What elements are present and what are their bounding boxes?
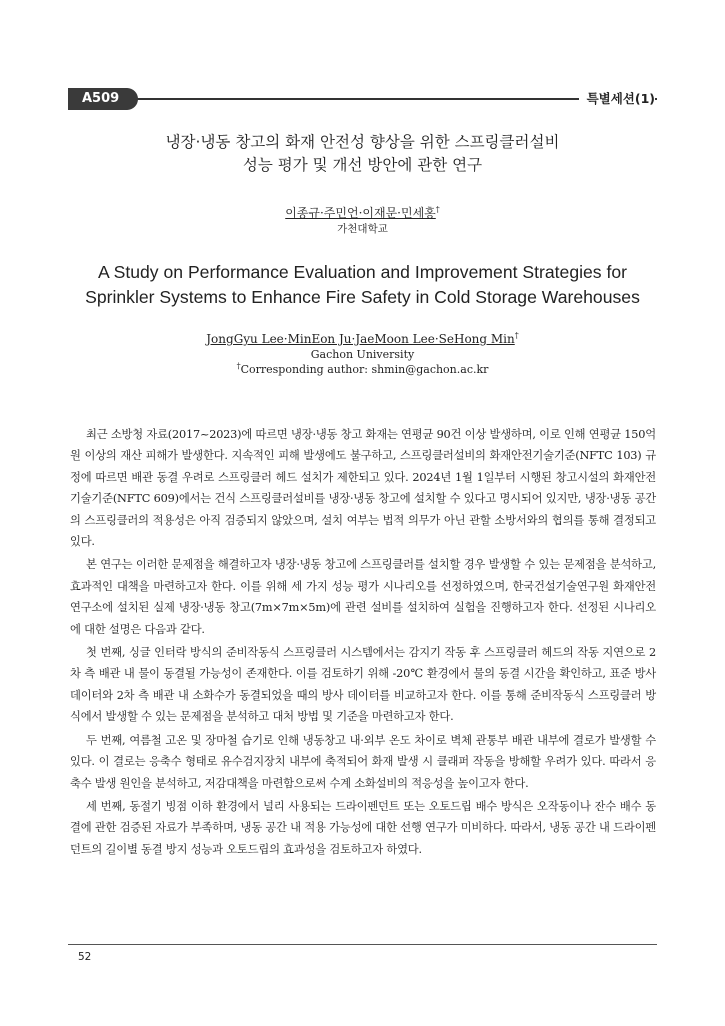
english-title-line-2: Sprinkler Systems to Enhance Fire Safety in Cold Storage Warehouses — [85, 287, 640, 307]
abstract-body — [70, 424, 656, 862]
korean-title-line-2: 성능 평가 및 개선 방안에 관한 연구 — [242, 156, 483, 174]
header-rule — [68, 98, 657, 100]
korean-corresponding-mark: † — [435, 205, 440, 214]
english-corresponding-mark: † — [514, 331, 519, 340]
paragraph-2: 본 연구는 이러한 문제점을 해결하고자 냉장·냉동 창고에 스프링클러를 설치할 경우 발생할 수 있는 문제점을 분석하고, 효과적인 대책을 마련하고자 한다. 이를 위해 세 가지 성능 평가 시나리오를 선정하였으며, 한국건설기술연구원 화재안전연구소에 설치된 실제 냉장·냉동 창고(7m×7m×5m)에 관련 설비를 설치하여 실험을 진행하고자 한다. 선정된 시나리오에 대한 설명은 다음과 같다. — [70, 558, 656, 636]
paragraph-3: 첫 번째, 싱글 인터락 방식의 준비작동식 스프링클러 시스템에서는 감지기 작동 후 스프링클러 헤드의 작동 지연으로 2차 측 배관 내 물이 동결될 가능성이 존재한다. 이를 검토하기 위해 -20℃ 환경에서 물의 동결 시간을 확인하고, 표준 방사 데이터와 2차 측 배관 내 소화수가 동결되었을 때의 방사 데이터를 비교하고자 한다. 이를 통해 준비작동식 스프링클러 방식에서 발생할 수 있는 문제점을 분석하고 대처 방법 및 기준을 마련하고자 한다. — [70, 646, 656, 724]
english-authors — [60, 331, 665, 347]
english-title-line-1: A Study on Performance Evaluation and Improvement Strategies for — [97, 262, 628, 282]
english-title — [40, 260, 685, 310]
english-affiliation: Gachon University — [310, 348, 415, 361]
footer-rule — [68, 944, 657, 945]
paragraph-1: 최근 소방청 자료(2017~2023)에 따르면 냉장·냉동 창고 화재는 연평균 90건 이상 발생하며, 이로 인해 연평균 150억 원 이상의 재산 피해가 발생한다. 지속적인 피해 발생에도 불구하고, 스프링클러설비의 화재안전기술기준(NFTC 103) 규정에 따르면 배관 동결 우려로 스프링클러 헤드 설치가 제한되고 있다. 2024년 1월 1일부터 시행된 창고시설의 화재안전기술기준(NFTC 609)에서는 건식 스프링클러설비를 냉장·냉동 창고에 설치할 수 있다고 명시되어 있지만, 냉장·냉동 공간의 스프링클러의 적용성은 아직 검증되지 않았으며, 설치 여부는 법적 의무가 아닌 관할 소방서와의 협의를 통해 결정되고 있다. — [70, 428, 656, 549]
korean-affiliation: 가천대학교 — [337, 223, 388, 235]
session-label: 특별세션(1) — [579, 88, 655, 110]
korean-title — [60, 131, 665, 177]
paper-code-badge: A509 — [68, 88, 138, 110]
corresponding-author-mark: † — [236, 361, 241, 371]
korean-authors — [60, 205, 665, 221]
paragraph-5: 세 번째, 동절기 빙점 이하 환경에서 널리 사용되는 드라이펜던트 또는 오토드립 배수 방식은 오작동이나 잔수 배수 동결에 관한 검증된 자료가 부족하며, 냉동 공간 내 적용 가능성에 대한 선행 연구가 미비하다. 따라서, 냉동 공간 내 드라이펜던트의 길이별 동결 방지 성능과 오토드립의 효과성을 검토하고자 하였다. — [70, 799, 656, 856]
corresponding-author-text: Corresponding author: shmin@gachon.ac.kr — [240, 363, 489, 376]
paragraph-4: 두 번째, 여름철 고온 및 장마철 습기로 인해 냉동창고 내·외부 온도 차이로 벽체 관통부 배관 내부에 결로가 발생할 수 있다. 이 결로는 응축수 형태로 유수검지장치 내부에 축적되어 화재 발생 시 클래퍼 작동을 방해할 우려가 있다. 따라서 응축수 발생 원인을 분석하고, 저감대책을 마련함으로써 수계 소화설비의 적응성을 높이고자 한다. — [70, 733, 656, 790]
english-author-names: JongGyu Lee·MinEon Ju·JaeMoon Lee·SeHong Min — [206, 332, 515, 346]
page-number: 52 — [78, 951, 92, 963]
korean-title-line-1: 냉장·냉동 창고의 화재 안전성 향상을 위한 스프링클러설비 — [165, 133, 560, 151]
korean-author-names: 이종규·주민언·이재문·민세홍 — [285, 206, 436, 220]
corresponding-author — [60, 362, 665, 377]
